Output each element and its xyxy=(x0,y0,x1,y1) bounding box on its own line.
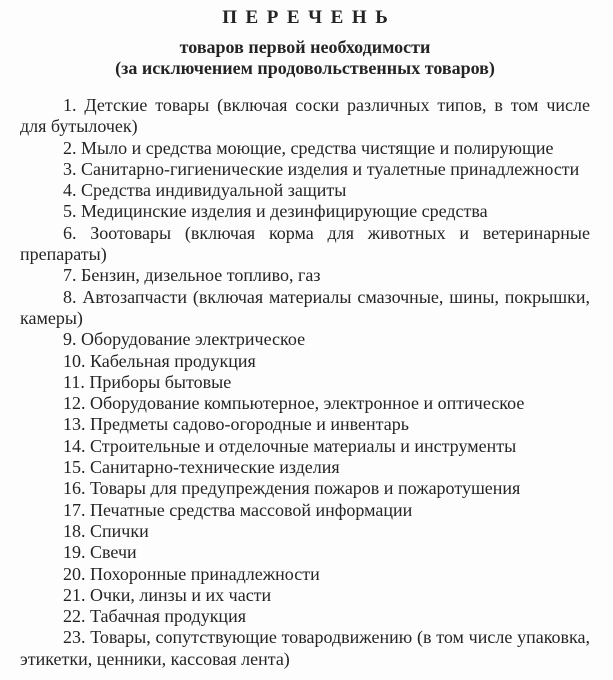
list-item: 14. Строительные и отделочные материалы и инструменты xyxy=(63,435,517,456)
list-item: 8. Автозапчасти (включая материалы смазочные, шины, покрышки, камеры) xyxy=(20,286,590,328)
list-item: 5. Медицинские изделия и дезинфицирующие средства xyxy=(63,201,488,222)
list-item: 20. Похоронные принадлежности xyxy=(63,563,320,584)
document-subtitle-line2: (за исключением продовольственных товаров) xyxy=(115,58,495,78)
list-item: 1. Детские товары (включая соски различных типов, в том числе для бутылочек) xyxy=(20,95,590,137)
list-item: 16. Товары для предупреждения пожаров и пожаротушения xyxy=(63,478,521,499)
list-item: 17. Печатные средства массовой информации xyxy=(63,499,413,520)
document-header xyxy=(20,6,590,79)
list-item: 18. Спички xyxy=(63,520,149,541)
list-item: 4. Средства индивидуальной защиты xyxy=(63,180,347,201)
list-item: 3. Санитарно-гигиенические изделия и туалетные принадлежности xyxy=(63,158,580,179)
list-item: 7. Бензин, дизельное топливо, газ xyxy=(63,265,321,286)
list-item: 19. Свечи xyxy=(63,542,137,563)
list-item: 15. Санитарно-технические изделия xyxy=(63,457,340,478)
document-subtitle-line1: товаров первой необходимости xyxy=(179,37,431,57)
list-item: 10. Кабельная продукция xyxy=(63,350,256,371)
list-item: 13. Предметы садово-огородные и инвентарь xyxy=(63,414,409,435)
list-item: 6. Зоотовары (включая корма для животных и ветеринарные препараты) xyxy=(20,222,590,265)
list-item: 22. Табачная продукция xyxy=(63,606,246,627)
list-item: 21. Очки, линзы и их части xyxy=(63,584,272,605)
document-title: ПЕРЕЧЕНЬ xyxy=(222,7,397,28)
items-list xyxy=(20,95,590,670)
list-item: 23. Товары, сопутствующие товародвижению (в том числе упаковка, этикетки, ценники, кассовая лента) xyxy=(20,627,590,669)
list-item: 12. Оборудование компьютерное, электронное и оптическое xyxy=(63,393,525,414)
list-item: 9. Оборудование электрическое xyxy=(63,329,306,350)
list-item: 2. Мыло и средства моющие, средства чистящие и полирующие xyxy=(63,137,554,158)
list-item: 11. Приборы бытовые xyxy=(63,371,232,392)
